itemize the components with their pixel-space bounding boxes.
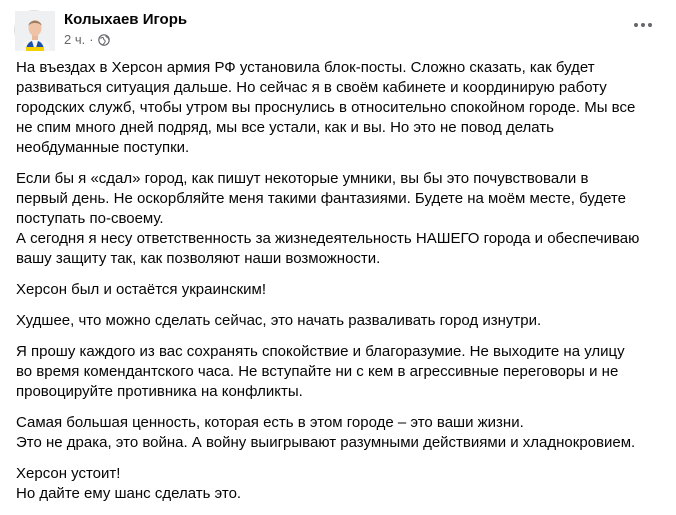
post-text-line: поступать по-своему. — [16, 210, 164, 227]
post-timestamp[interactable]: 2 ч. — [64, 32, 86, 47]
author-name[interactable]: Колыхаев Игорь — [64, 11, 188, 28]
post-paragraph — [16, 413, 666, 453]
post-text-line: Это не драка, это война. А войну выигрывают разумными действиями и хладнокровием. — [16, 434, 636, 451]
post-text-line: развиваться ситуация дальше. Но сейчас я в своём кабинете и координирую работу — [16, 79, 607, 96]
post-text-line: провоцируйте противника на конфликты. — [16, 383, 303, 400]
post-text-line: Херсон устоит! — [16, 465, 121, 482]
post-text-line: А сегодня я несу ответственность за жизнедеятельность НАШЕГО города и обеспечиваю — [16, 230, 640, 247]
post-text-line: городских служб, чтобы утром вы проснулись в относительно спокойном городе. Мы все — [16, 99, 636, 116]
post-paragraph — [16, 464, 666, 504]
post-text-line: Если бы я «сдал» город, как пишут некоторые умники, вы бы это почувствовали в — [16, 170, 589, 187]
post-text-line: вашу защиту так, как позволяют наши возможности. — [16, 250, 381, 267]
post-paragraph — [16, 342, 666, 402]
post-paragraph — [16, 280, 666, 300]
post-text-line: не спим много дней подряд, мы все устали, как и вы. Но это не повод делать — [16, 119, 554, 136]
post-text-line: На въездах в Херсон армия РФ установила блок-посты. Сложно сказать, как будет — [16, 59, 595, 76]
post-header — [14, 10, 662, 54]
post-paragraph — [16, 58, 666, 158]
author-avatar[interactable] — [14, 10, 54, 50]
post-text-line: Самая большая ценность, которая есть в этом городе – это ваши жизни. — [16, 414, 524, 431]
post-text-line: Херсон был и остаётся украинским! — [16, 281, 267, 298]
post-text-line: необдуманные поступки. — [16, 139, 190, 156]
post-meta — [64, 32, 110, 47]
more-dot — [641, 23, 645, 27]
more-dot — [634, 23, 638, 27]
profile-avatar-icon — [15, 11, 55, 51]
more-options-icon[interactable] — [628, 14, 658, 36]
post-paragraph — [16, 169, 666, 269]
post-body — [16, 58, 666, 515]
globe-icon[interactable] — [98, 34, 110, 46]
post-text-line: Худшее, что можно сделать сейчас, это начать разваливать город изнутри. — [16, 312, 542, 329]
post-text-line: первый день. Не оскорбляйте меня такими фантазиями. Будете на моём месте, будете — [16, 190, 626, 207]
post-text-line: Но дайте ему шанс сделать это. — [16, 485, 242, 502]
post-paragraph — [16, 311, 666, 331]
meta-separator: · — [89, 32, 94, 47]
post-text-line: во время комендантского часа. Не вступайте ни с кем в агрессивные переговоры и не — [16, 363, 619, 380]
more-dot — [648, 23, 652, 27]
post-text-line: Я прошу каждого из вас сохранять спокойствие и благоразумие. Не выходите на улицу — [16, 343, 625, 360]
